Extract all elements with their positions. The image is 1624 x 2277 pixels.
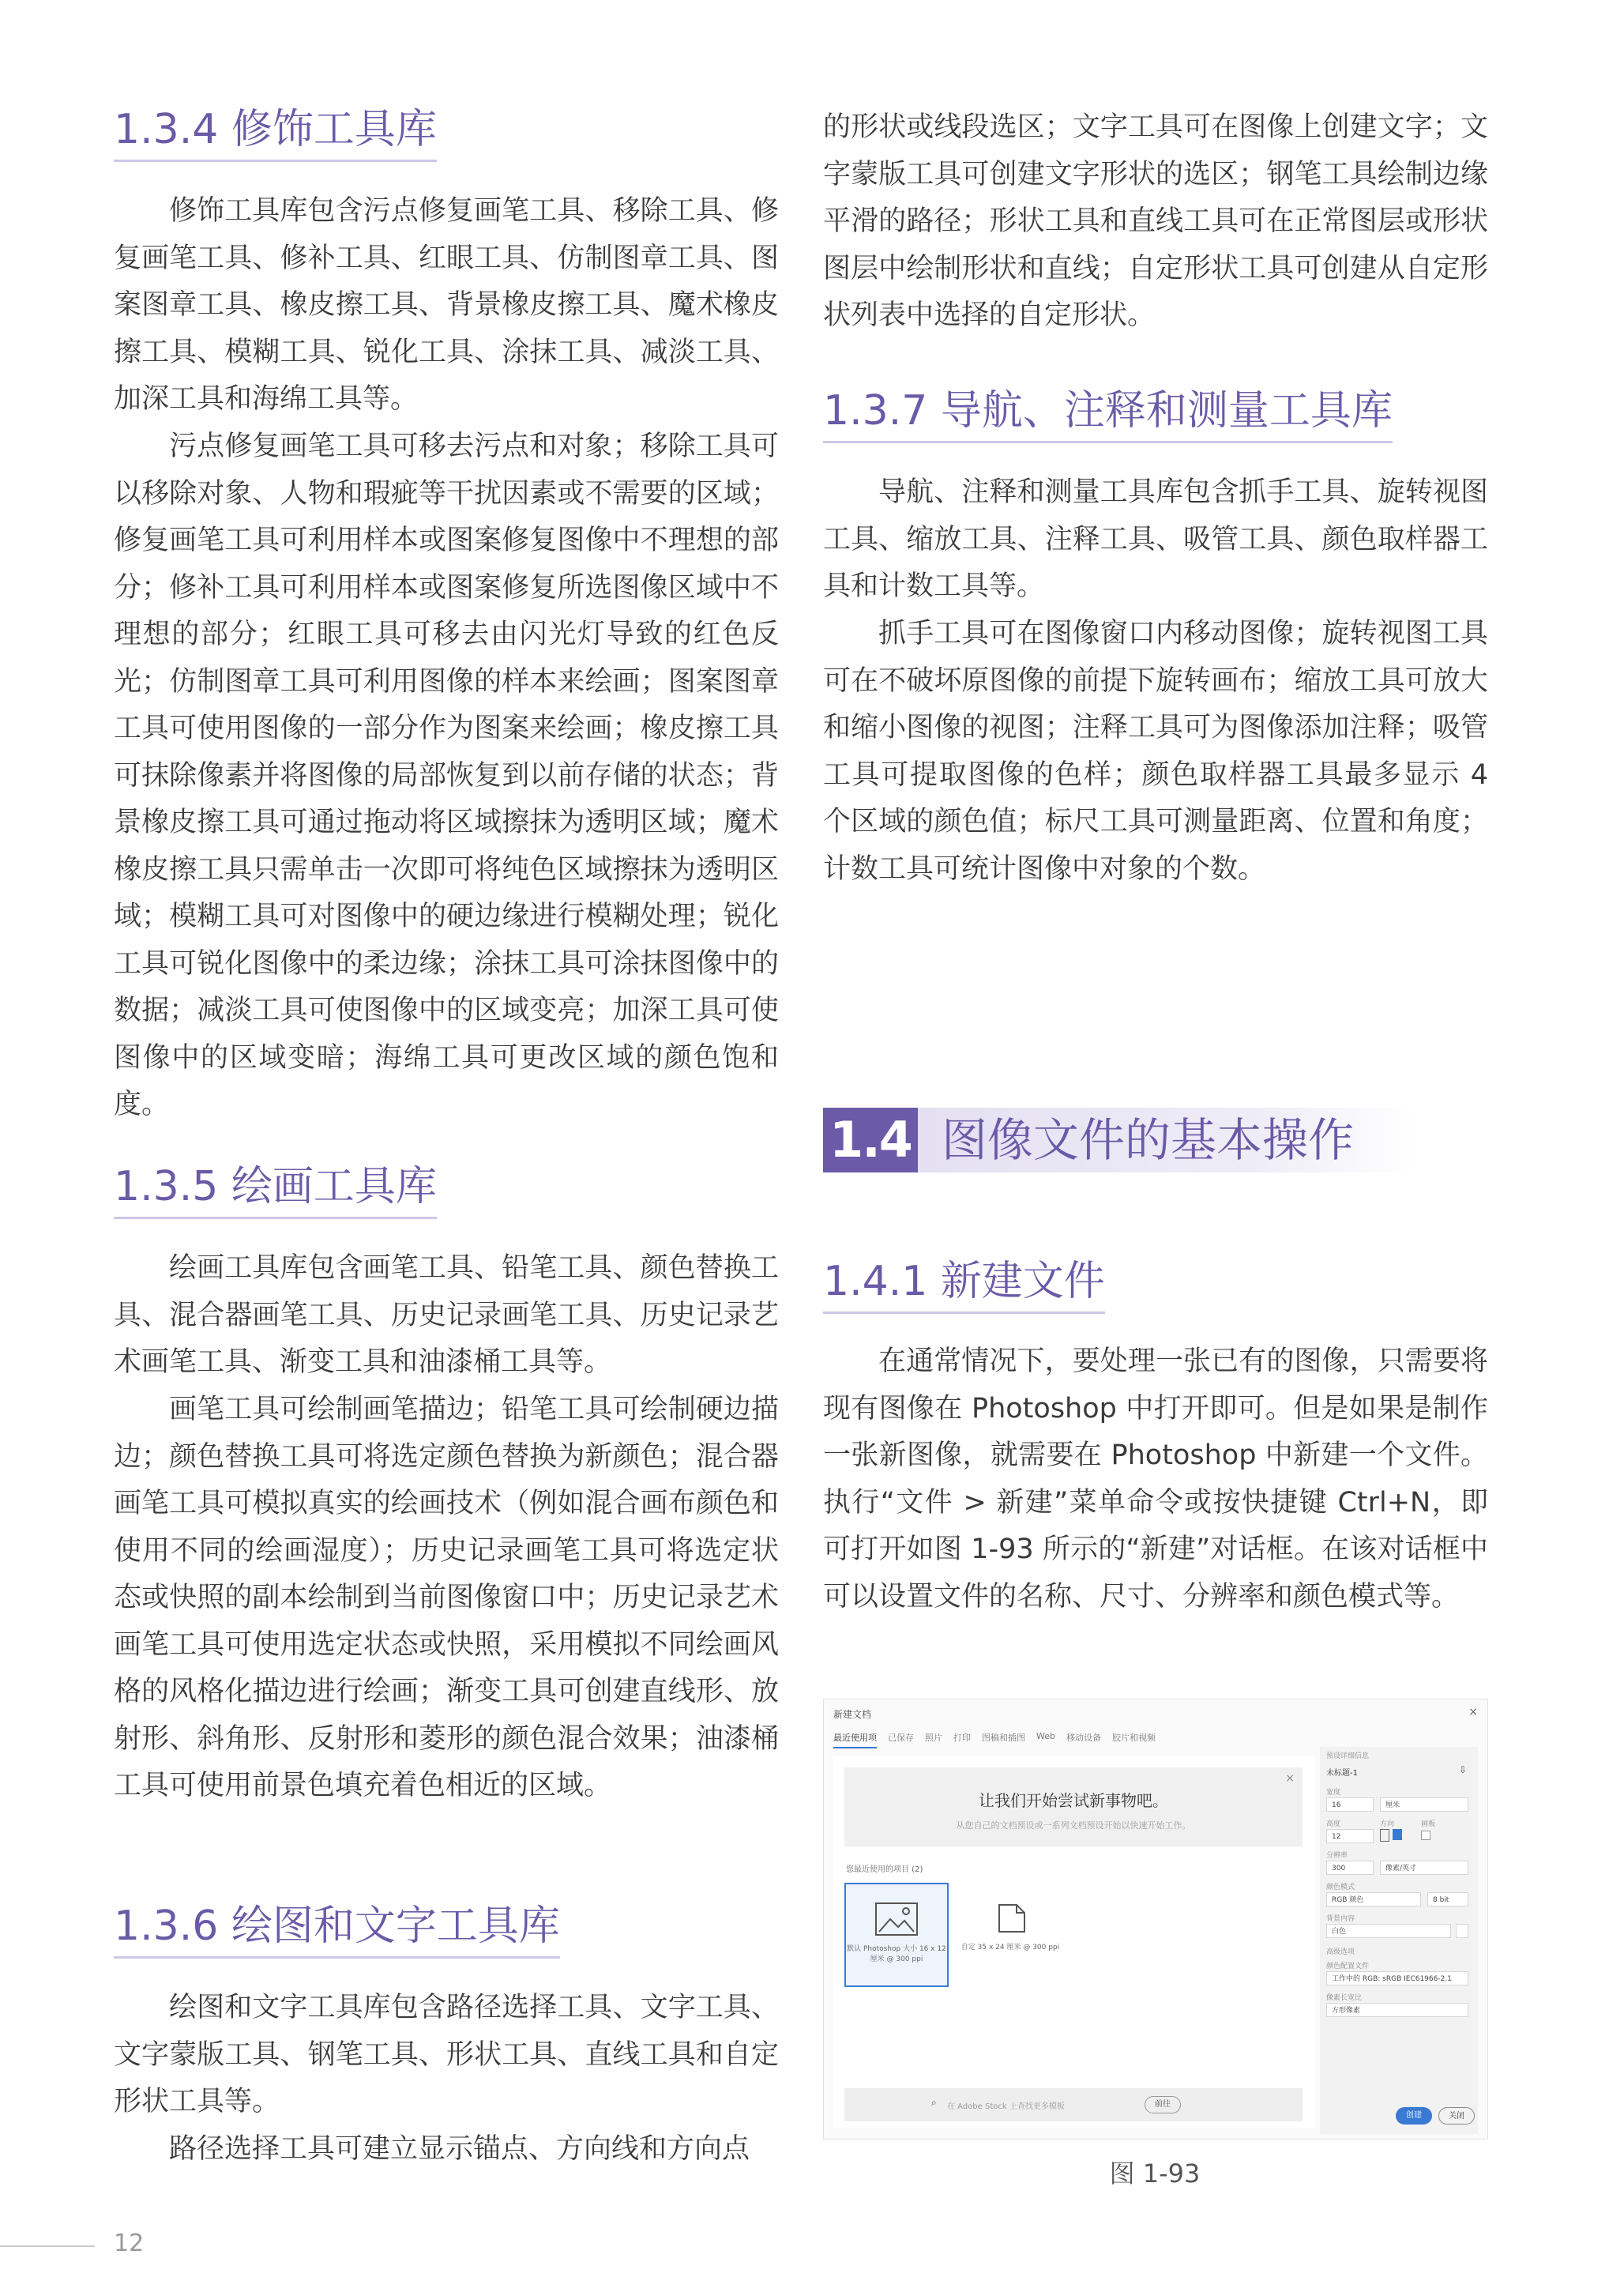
close-icon[interactable]: × (1285, 1772, 1295, 1785)
color-profile-select[interactable]: 工作中的 RGB: sRGB IEC61966-2.1 (1326, 1971, 1468, 1985)
welcome-banner (844, 1767, 1303, 1846)
recent-label: 您最近使用的项目 (2) (846, 1865, 923, 1874)
section-banner-1-4 (823, 1108, 1414, 1172)
paragraph: 绘画工具库包含画笔工具、铅笔工具、颜色替换工具、混合器画笔工具、历史记录画笔工具、历史记录艺术画笔工具、渐变工具和油漆桶工具等。 (114, 1252, 779, 1378)
save-preset-icon[interactable]: ⇩ (1459, 1764, 1468, 1775)
search-icon: ⌕ (931, 2097, 937, 2108)
color-profile-label: 颜色配置文件 (1326, 1963, 1370, 1970)
paragraph: 修饰工具库包含污点修复画笔工具、移除工具、修复画笔工具、修补工具、红眼工具、仿制图章工具、图案图章工具、橡皮擦工具、背景橡皮擦工具、魔术橡皮擦工具、模糊工具、锐化工具、涂抹工具、减淡工具、加深工具和海绵工具等。 (114, 195, 779, 415)
resolution-input[interactable]: 300 (1326, 1861, 1374, 1875)
orientation-label: 方向 (1380, 1820, 1395, 1828)
width-input[interactable]: 16 (1326, 1797, 1374, 1812)
aspect-select[interactable]: 方形像素 (1326, 2003, 1468, 2017)
background-color-swatch[interactable] (1456, 1924, 1468, 1938)
tab-web[interactable]: Web (1036, 1731, 1055, 1741)
paragraph: 的形状或线段选区；文字工具可在图像上创建文字；文字蒙版工具可创建文字形状的选区；钢笔工具绘制边缘平滑的路径；形状工具和直线工具可在正常图层或形状图层中绘制形状和直线；自定形状工具可创建从自定形状列表中选择的自定形状。 (823, 111, 1488, 331)
document-icon (991, 1900, 1029, 1935)
color-mode-select[interactable]: RGB 颜色 (1326, 1892, 1421, 1906)
dialog-tabs (833, 1731, 1156, 1748)
resolution-unit-select[interactable]: 像素/英寸 (1380, 1861, 1468, 1875)
banner-subtitle: 从您自己的文档预设或一系列文档预设开始以快速开始工作。 (956, 1820, 1191, 1831)
tab-print[interactable]: 打印 (953, 1733, 971, 1743)
paragraph: 路径选择工具可建立显示锚点、方向线和方向点 (169, 2133, 750, 2165)
heading-1-4-1: 1.4.1 新建文件 (823, 1256, 1105, 1314)
dialog-title: 新建文档 (833, 1709, 872, 1720)
close-icon[interactable]: × (1468, 1706, 1478, 1718)
paragraph: 污点修复画笔工具可移去污点和对象；移除工具可以移除对象、人物和瑕疵等干扰因素或不需要的区域；修复画笔工具可利用样本或图案修复图像中不理想的部分；修补工具可利用样本或图案修复所选图像区域中不理想的部分；红眼工具可移去由闪光灯导致的红色反光；仿制图章工具可利用图像的样本来绘画；图案图章工具可使用图像的一部分作为图案来绘画；橡皮擦工具可抹除像素并将图像的局部恢复到以前存储的状态；背景橡皮擦工具可通过拖动将区域擦抹为透明区域；魔术橡皮擦工具只需单击一次即可将纯色区域擦抹为透明区域；模糊工具可对图像中的硬边缘进行模糊处理；锐化工具可锐化图像中的柔边缘；涂抹工具可涂抹图像中的数据；减淡工具可使图像中的区域变亮；加深工具可使图像中的区域变暗；海绵工具可更改区域的颜色饱和度。 (114, 431, 779, 1120)
resolution-label: 分辨率 (1326, 1852, 1348, 1860)
artboard-label: 画板 (1421, 1820, 1436, 1828)
paragraph: 在通常情况下，要处理一张已有的图像，只需要将现有图像在 Photoshop 中打开即可。但是如果是制作一张新图像，就需要在 Photoshop 中新建一个文件。执行“文件 > 新建”菜单命令或按快捷键 Ctrl+N，即可打开如图 1-93 所示的“新建”对话框。在该对话框中可以设置文件的名称、尺寸、分辨率和颜色模式等。 (823, 1346, 1488, 1613)
search-input[interactable]: 在 Adobe Stock 上查找更多模板 (947, 2102, 1065, 2111)
preset-card-custom[interactable] (960, 1883, 1061, 1984)
go-button[interactable]: 前往 (1145, 2096, 1181, 2113)
preset-label: 预设详细信息 (1326, 1752, 1370, 1760)
page-number: 12 (114, 2230, 145, 2257)
paragraph: 导航、注释和测量工具库包含抓手工具、旋转视图工具、缩放工具、注释工具、吸管工具、颜色取样器工具和计数工具等。 (823, 476, 1488, 602)
paragraph: 画笔工具可绘制画笔描边；铅笔工具可绘制硬边描边；颜色替换工具可将选定颜色替换为新颜色；混合器画笔工具可模拟真实的绘画技术（例如混合画布颜色和使用不同的绘画湿度）；历史记录画笔工具可将选定状态或快照的副本绘制到当前图像窗口中；历史记录艺术画笔工具可使用选定状态或快照，采用模拟不同绘画风格的风格化描边进行绘画；渐变工具可创建直线形、放射形、斜角形、反射形和菱形的颜色混合效果；油漆桶工具可使用前景色填充着色相近的区域。 (114, 1394, 779, 1801)
image-icon (874, 1902, 919, 1936)
tab-art[interactable]: 图稿和插图 (982, 1733, 1025, 1743)
heading-1-3-6: 1.3.6 绘图和文字工具库 (114, 1901, 560, 1959)
tab-mobile[interactable]: 移动设备 (1066, 1733, 1101, 1743)
section-number: 1.4 (823, 1108, 918, 1172)
portrait-icon[interactable] (1380, 1829, 1389, 1842)
tab-saved[interactable]: 已保存 (888, 1733, 914, 1743)
preset-card-label: 自定 35 x 24 厘米 @ 300 ppi (960, 1944, 1060, 1951)
height-input[interactable]: 12 (1326, 1829, 1374, 1843)
background-label: 背景内容 (1326, 1915, 1355, 1923)
new-document-dialog-figure (823, 1699, 1488, 2140)
paragraph: 抓手工具可在图像窗口内移动图像；旋转视图工具可在不破坏原图像的前提下旋转画布；缩放工具可放大和缩小图像的视图；注释工具可为图像添加注释；吸管工具可提取图像的色样；颜色取样器工具最多显示 4 个区域的颜色值；标尺工具可测量距离、位置和角度；计数工具可统计图像中对象的个数。 (823, 618, 1488, 885)
section-title: 图像文件的基本操作 (942, 1113, 1355, 1167)
preset-details-panel (1320, 1747, 1478, 2134)
preset-card-label: 默认 Photoshop 大小 16 x 12 厘米 @ 300 ppi (847, 1945, 946, 1963)
artboard-checkbox[interactable] (1421, 1831, 1430, 1840)
background-select[interactable]: 白色 (1326, 1924, 1451, 1938)
bit-depth-select[interactable]: 8 bit (1427, 1892, 1468, 1906)
heading-1-3-4: 1.3.4 修饰工具库 (114, 104, 437, 162)
tab-photo[interactable]: 照片 (925, 1733, 942, 1743)
heading-1-3-7: 1.3.7 导航、注释和测量工具库 (823, 386, 1393, 443)
footer-rule (0, 2245, 95, 2247)
landscape-icon[interactable] (1393, 1829, 1402, 1840)
paragraph: 绘图和文字工具库包含路径选择工具、文字工具、文字蒙版工具、钢笔工具、形状工具、直线工具和自定形状工具等。 (114, 1992, 779, 2117)
tab-recent[interactable]: 最近使用项 (833, 1731, 877, 1748)
close-button[interactable]: 关闭 (1438, 2107, 1475, 2125)
height-label: 高度 (1326, 1820, 1341, 1828)
create-button[interactable]: 创建 (1396, 2107, 1432, 2125)
dialog-main-panel (833, 1756, 1315, 2128)
tab-film[interactable]: 胶片和视频 (1111, 1733, 1156, 1743)
preset-card-default[interactable] (844, 1883, 949, 1987)
banner-title: 让我们开始尝试新事物吧。 (979, 1791, 1168, 1810)
color-mode-label: 颜色模式 (1326, 1884, 1355, 1891)
document-name[interactable]: 未标题-1 (1326, 1769, 1358, 1778)
width-label: 宽度 (1326, 1789, 1341, 1797)
advanced-options-toggle[interactable]: 高级选项 (1326, 1948, 1355, 1956)
figure-caption: 图 1-93 (1109, 2158, 1201, 2189)
heading-1-3-5: 1.3.5 绘画工具库 (114, 1161, 437, 1219)
aspect-label: 像素长宽比 (1326, 1994, 1363, 2002)
stock-search-bar (844, 2088, 1303, 2121)
unit-select[interactable]: 厘米 (1380, 1797, 1468, 1812)
